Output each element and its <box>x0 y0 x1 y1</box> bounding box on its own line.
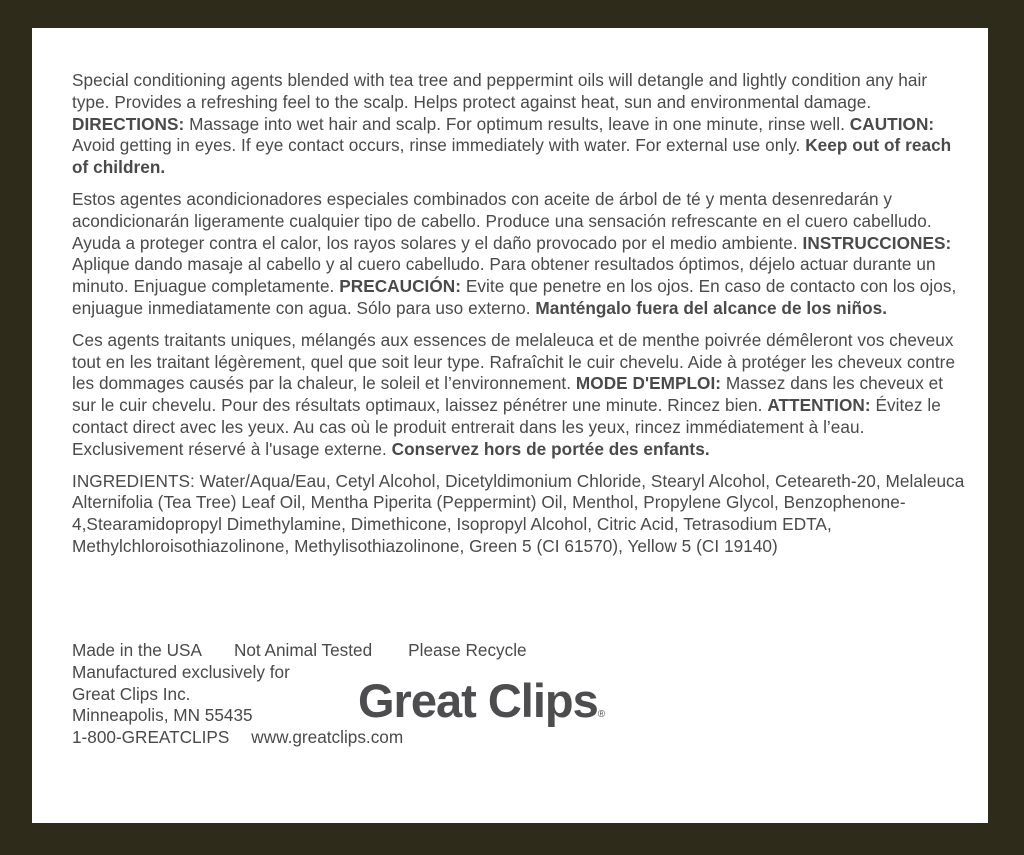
french-keep-out: Conservez hors de portée des enfants. <box>391 438 710 459</box>
not-animal-tested: Not Animal Tested <box>233 640 373 660</box>
spanish-keep-out: Manténgalo fuera del alcance de los niños. <box>535 297 888 318</box>
french-caution-label: ATTENTION: <box>767 395 871 416</box>
english-caution-label: CAUTION: <box>849 113 935 134</box>
spanish-instructions-label: INSTRUCCIONES: <box>802 232 952 253</box>
made-in-usa: Made in the USA <box>72 640 202 660</box>
spanish-caution-text: Evite que penetre en los ojos. En caso de contacto con los ojos, enjuague inmediatamente con agua. Sólo para uso externo. <box>72 276 957 318</box>
company-city: Minneapolis, MN 55435 <box>72 705 253 726</box>
logo-wordmark: Great Clips <box>358 674 598 727</box>
french-section <box>72 330 967 461</box>
manufactured-for: Manufactured exclusively for <box>72 661 290 682</box>
english-section <box>72 70 967 179</box>
label-copy <box>72 70 967 568</box>
contact-row <box>72 727 527 749</box>
registered-mark: ® <box>597 709 606 720</box>
company-name: Great Clips Inc. <box>72 683 191 704</box>
french-intro: Ces agents traitants uniques, mélangés aux essences de melaleuca et de menthe poivrée démêleront vos cheveux tout en les traitant légèrement, quel que soit leur type. Rafraîchit le cuir chevelu. Aide à protéger les cheveux contre les dommages causés par la chaleur, le soleil et l’environnement. <box>72 329 956 394</box>
french-caution-text: Évitez le contact direct avec les yeux. Au cas où le produit entrerait dans les yeux, rincez immédiatement à l’eau. Exclusivement réservé à l'usage externe. <box>72 395 941 459</box>
great-clips-logo <box>358 673 605 729</box>
french-directions-text: Massez dans les cheveux et sur le cuir chevelu. Pour des résultats optimaux, laissez pénétrer une minute. Rincez bien. <box>72 373 944 416</box>
claims-row <box>72 640 527 662</box>
product-label <box>32 28 988 823</box>
english-directions-label: DIRECTIONS: <box>72 113 185 134</box>
french-directions-label: MODE D'EMPLOI: <box>575 373 722 394</box>
ingredients-list: INGREDIENTS: Water/Aqua/Eau, Cetyl Alcohol, Dicetyldimonium Chloride, Stearyl Alcohol, Ceteareth-20, Melaleuca Alternifolia (Tea Tree) Leaf Oil, Mentha Piperita (Peppermint) Oil, Menthol, Propylene Glycol, Benzophenone-4,Stearamidopropyl Dimethylamine, Dimethicone, Isopropyl Alcohol, Citric Acid, Tetrasodium EDTA, Methylchloroisothiazolinone, Methylisothiazolinone, Green 5 (CI 61570), Yellow 5 (CI 19140) <box>72 470 965 556</box>
spanish-section <box>72 189 967 320</box>
website-url: www.greatclips.com <box>251 727 404 748</box>
please-recycle: Please Recycle <box>408 640 527 660</box>
english-keep-out: Keep out of reach of children. <box>72 135 952 178</box>
phone-number: 1-800-GREATCLIPS <box>72 727 230 748</box>
english-caution-text: Avoid getting in eyes. If eye contact occurs, rinse immediately with water. For external use only. <box>72 135 801 156</box>
spanish-instructions-text: Aplique dando masaje al cabello y al cuero cabelludo. Para obtener resultados óptimos, déjelo actuar durante un minuto. Enjuague completamente. <box>72 254 936 297</box>
english-directions-text: Massage into wet hair and scalp. For optimum results, leave in one minute, rinse well. <box>189 113 845 134</box>
spanish-intro: Estos agentes acondicionadores especiales combinados con aceite de árbol de té y menta desenredarán y acondicionarán ligeramente cualquier tipo de cabello. Produce una sensación refrescante en el cuero cabelludo. Ayuda a proteger contra el calor, los rayos solares y el daño provocado por el medio ambiente. <box>72 188 932 253</box>
spanish-caution-label: PRECAUCIÓN: <box>339 276 462 297</box>
english-intro: Special conditioning agents blended with tea tree and peppermint oils will detangle and lightly condition any hair type. Provides a refreshing feel to the scalp. Helps protect against heat, sun and environmental damage. <box>72 70 928 112</box>
